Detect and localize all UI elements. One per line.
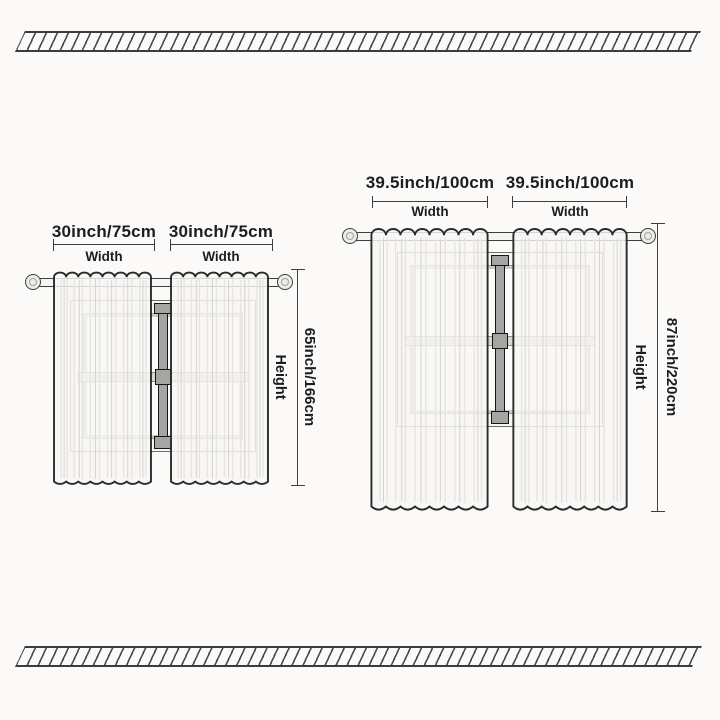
window-center-mullion [491, 255, 509, 424]
curtain-panel-right [511, 219, 629, 519]
hatch-band-top [15, 31, 701, 52]
hatch-top-edge-line [15, 646, 702, 648]
hatch-band-bottom [15, 646, 702, 667]
hatch-bottom-edge-line [15, 665, 702, 667]
curtain-panel-right [169, 265, 270, 491]
width-caption: Width [202, 249, 240, 264]
curtain-panel-left [52, 265, 153, 491]
width-caption: Width [411, 204, 449, 219]
width-value-label: 30inch/75cm [51, 222, 157, 241]
width-value-label: 30inch/75cm [168, 222, 274, 241]
height-caption: Height [272, 354, 289, 400]
height-value-label: 65inch/166cm [300, 327, 318, 427]
width-caption: Width [85, 249, 123, 264]
width-value-label: 39.5inch/100cm [365, 173, 495, 192]
height-caption: Height [632, 344, 649, 390]
rod-finial-left [342, 228, 358, 244]
rod-finial-left [25, 274, 41, 290]
hatch-bottom-edge-line [15, 50, 701, 52]
width-caption: Width [551, 204, 589, 219]
width-value-label: 39.5inch/100cm [505, 173, 635, 192]
height-value-label: 87inch/220cm [662, 317, 680, 417]
hatch-top-edge-line [15, 31, 701, 33]
curtain-panel-left [369, 219, 490, 519]
